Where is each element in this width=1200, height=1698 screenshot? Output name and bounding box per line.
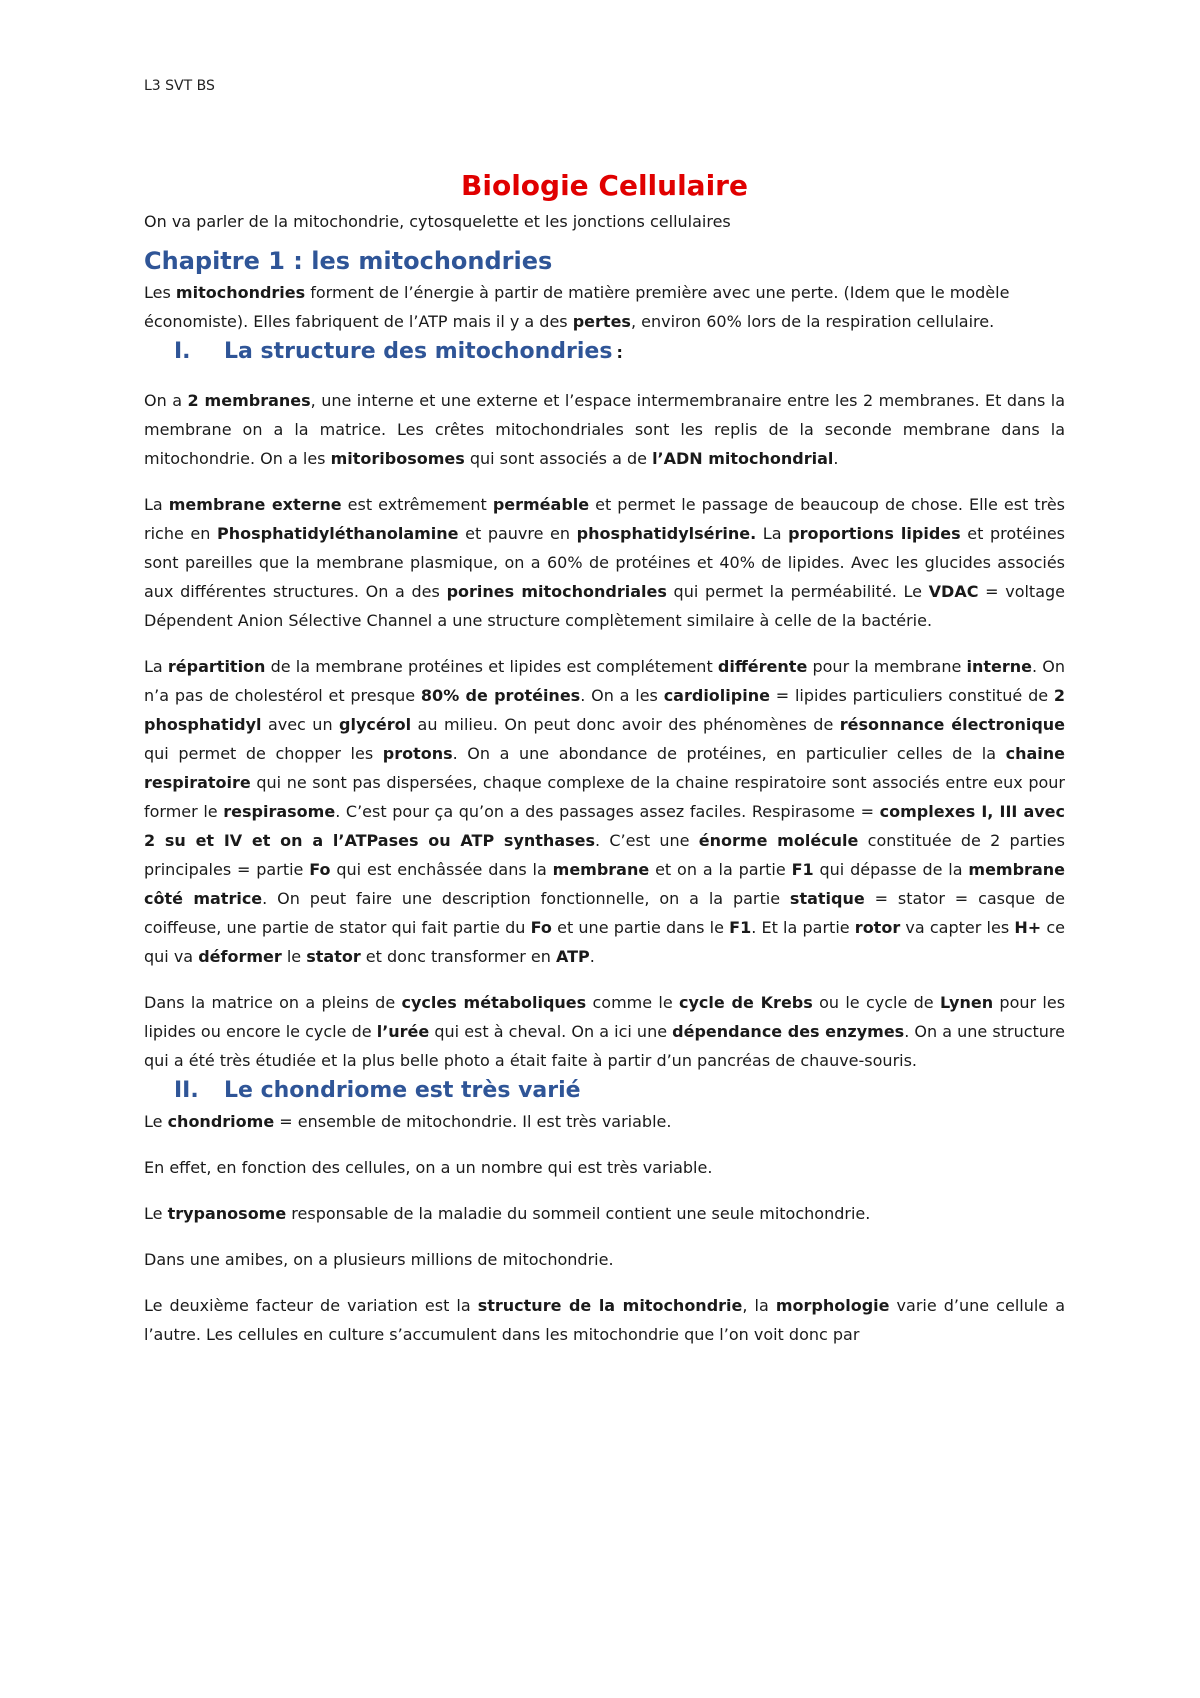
bold-term: chaine respiratoire xyxy=(144,744,1065,792)
bold-term: ATP xyxy=(556,947,590,966)
bold-term: pertes xyxy=(572,312,631,331)
paragraph-membrane-externe xyxy=(144,490,1065,635)
section-heading-structure xyxy=(144,336,1065,369)
text-run: et pauvre en xyxy=(458,524,577,543)
paragraph-amibes xyxy=(144,1245,1065,1274)
text-run: qui dépasse de la xyxy=(813,860,969,879)
text-run: , environ 60% lors de la respiration cellulaire. xyxy=(630,312,995,331)
bold-term: proportions lipides xyxy=(788,524,961,543)
bold-term: protons xyxy=(382,744,453,763)
chapter-heading: Chapitre 1 : les mitochondries xyxy=(144,247,553,275)
text-run: Le xyxy=(144,1112,168,1131)
bold-term: énorme molécule xyxy=(698,831,859,850)
text-run: . On peut faire une description fonctionnelle, on a la partie xyxy=(262,889,790,908)
bold-term: l’urée xyxy=(376,1022,430,1041)
text-run: . xyxy=(589,947,595,966)
text-run: = ensemble de mitochondrie. Il est très variable. xyxy=(274,1112,672,1131)
text-run: et donc transformer en xyxy=(360,947,556,966)
bold-term: trypanosome xyxy=(167,1204,287,1223)
text-run: , la xyxy=(742,1296,776,1315)
text-run: . C’est pour ça qu’on a des passages assez faciles. Respirasome = xyxy=(335,802,880,821)
bold-term: Phosphatidyléthanolamine xyxy=(216,524,459,543)
bold-term: F1 xyxy=(791,860,814,879)
bold-term: mitoribosomes xyxy=(330,449,465,468)
text-run: varie d’une cellule a l’autre. Les cellules en culture s’accumulent dans les mitochondrie que l’on voit donc par xyxy=(144,1296,1065,1344)
bold-term: phosphatidylsérine. xyxy=(576,524,757,543)
text-run: qui permet de chopper les xyxy=(144,744,383,763)
text-run: , une interne et une externe et l’espace intermembranaire entre les 2 membranes. Et dans la membrane on a la matrice. Les crêtes mitochondriales sont les replis de la seconde membrane dans la mitochondrie. On a les xyxy=(144,391,1066,468)
bold-term: morphologie xyxy=(775,1296,890,1315)
text-run: . On n’a pas de cholestérol et presque xyxy=(144,657,1066,705)
text-run: = voltage Dépendent Anion Sélective Channel a une structure complètement similaire à celle de la bactérie. xyxy=(144,582,1066,630)
text-run: La xyxy=(756,524,789,543)
bold-term: 80% de protéines xyxy=(420,686,581,705)
text-run: . On a une structure qui a été très étudiée et la plus belle photo a était faite à partir d’un pancréas de chauve-souris. xyxy=(144,1022,1065,1070)
bold-term: interne xyxy=(966,657,1032,676)
bold-term: cardiolipine xyxy=(663,686,770,705)
text-run: et on a la partie xyxy=(649,860,792,879)
bold-term: cycles métaboliques xyxy=(401,993,587,1012)
text-run: = stator = casque de coiffeuse, une partie de stator qui fait partie du xyxy=(144,889,1066,937)
bold-term: membrane côté matrice xyxy=(144,860,1065,908)
bold-term: glycérol xyxy=(339,715,412,734)
section-title: La structure des mitochondries xyxy=(224,339,613,364)
bold-term: membrane xyxy=(552,860,650,879)
bold-term: déformer xyxy=(198,947,282,966)
text-run: responsable de la maladie du sommeil contient une seule mitochondrie. xyxy=(286,1204,871,1223)
text-run: . C’est une xyxy=(595,831,699,850)
text-run: . On a les xyxy=(580,686,664,705)
text-run: La xyxy=(144,495,169,514)
text-run: qui ne sont pas dispersées, chaque complexe de la chaine respiratoire sont associés entre eux pour former le xyxy=(144,773,1065,821)
paragraph-membranes xyxy=(144,386,1065,473)
text-run: et permet le passage de beaucoup de chose. Elle est très riche en xyxy=(144,495,1066,543)
section-number: II. xyxy=(174,1078,199,1103)
intro-paragraph xyxy=(144,278,1065,336)
bold-term: respirasome xyxy=(223,802,336,821)
text-run: = lipides particuliers constitué de xyxy=(769,686,1054,705)
text-run: forment de l’énergie à partir de matière première avec une perte. (Idem que le modèle économiste). Elles fabriquent de l’ATP mais il y a des xyxy=(144,283,1010,331)
text-run: pour la membrane xyxy=(807,657,967,676)
text-run: qui est enchâssée dans la xyxy=(330,860,553,879)
text-run: qui est à cheval. On a ici une xyxy=(429,1022,673,1041)
text-run: qui permet la perméabilité. Le xyxy=(666,582,929,601)
bold-term: 2 phosphatidyl xyxy=(144,686,1066,734)
bold-term: différente xyxy=(717,657,808,676)
bold-term: porines mitochondriales xyxy=(446,582,667,601)
text-run: Dans la matrice on a pleins de xyxy=(144,993,402,1012)
text-run: est extrêmement xyxy=(341,495,493,514)
text-run: au milieu. On peut donc avoir des phénomènes de xyxy=(411,715,840,734)
bold-term: statique xyxy=(789,889,865,908)
document-subtitle: On va parler de la mitochondrie, cytosquelette et les jonctions cellulaires xyxy=(144,212,731,231)
paragraph-membrane-interne xyxy=(144,652,1065,971)
text-run: . On a une abondance de protéines, en particulier celles de la xyxy=(452,744,1006,763)
text-run: comme le xyxy=(586,993,680,1012)
text-run: En effet, en fonction des cellules, on a un nombre qui est très variable. xyxy=(144,1158,713,1177)
bold-term: stator xyxy=(306,947,361,966)
section-number: I. xyxy=(174,339,191,364)
bold-term: Fo xyxy=(530,918,552,937)
text-run: . xyxy=(833,449,839,468)
text-run: qui sont associés a de xyxy=(464,449,653,468)
page-header: L3 SVT BS xyxy=(144,78,215,94)
section-heading-chondriome xyxy=(144,1075,1065,1107)
bold-term: perméable xyxy=(492,495,590,514)
bold-term: complexes I, III avec 2 su et IV et on a l’ATPases ou ATP synthases xyxy=(144,802,1066,850)
bold-term: l’ADN mitochondrial xyxy=(652,449,834,468)
text-run: va capter les xyxy=(900,918,1015,937)
bold-term: chondriome xyxy=(167,1112,275,1131)
bold-term: rotor xyxy=(854,918,901,937)
text-run: ce qui va xyxy=(144,918,1065,966)
paragraph-chondriome xyxy=(144,1107,1065,1136)
bold-term: résonnance électronique xyxy=(839,715,1066,734)
text-run: Le xyxy=(144,1204,168,1223)
bold-term: Lynen xyxy=(939,993,994,1012)
text-run: ou le cycle de xyxy=(812,993,940,1012)
section-title: Le chondriome est très varié xyxy=(224,1078,581,1103)
document-body xyxy=(144,166,1065,1349)
text-run: pour les lipides ou encore le cycle de xyxy=(144,993,1066,1041)
bold-term: VDAC xyxy=(928,582,979,601)
text-run: La xyxy=(144,657,168,676)
paragraph-matrice xyxy=(144,988,1065,1075)
paragraph-nombre xyxy=(144,1153,1065,1182)
text-run: et protéines sont pareilles que la membrane plasmique, on a 60% de protéines et 40% de lipides. Avec les glucides associés aux différentes structures. On a des xyxy=(144,524,1066,601)
text-run: Les xyxy=(144,283,176,302)
text-run: Le deuxième facteur de variation est la xyxy=(144,1296,478,1315)
bold-term: structure de la mitochondrie xyxy=(477,1296,743,1315)
text-run: . Et la partie xyxy=(751,918,855,937)
paragraph-morphologie xyxy=(144,1291,1065,1349)
text-run: avec un xyxy=(261,715,340,734)
text-run: le xyxy=(281,947,307,966)
bold-term: mitochondries xyxy=(175,283,306,302)
document-title: Biologie Cellulaire xyxy=(461,169,748,202)
text-run: constituée de 2 parties principales = partie xyxy=(144,831,1065,879)
text-run: et une partie dans le xyxy=(551,918,730,937)
bold-term: répartition xyxy=(167,657,266,676)
bold-term: membrane externe xyxy=(168,495,342,514)
text-run: Dans une amibes, on a plusieurs millions de mitochondrie. xyxy=(144,1250,614,1269)
bold-term: cycle de Krebs xyxy=(679,993,813,1012)
text-run: On a xyxy=(144,391,188,410)
bold-term: H+ xyxy=(1014,918,1042,937)
bold-term: dépendance des enzymes xyxy=(672,1022,905,1041)
bold-term: F1 xyxy=(729,918,752,937)
paragraph-trypanosome xyxy=(144,1199,1065,1228)
section-colon: : xyxy=(616,343,623,362)
bold-term: 2 membranes xyxy=(187,391,311,410)
bold-term: Fo xyxy=(309,860,331,879)
text-run: de la membrane protéines et lipides est complétement xyxy=(265,657,718,676)
